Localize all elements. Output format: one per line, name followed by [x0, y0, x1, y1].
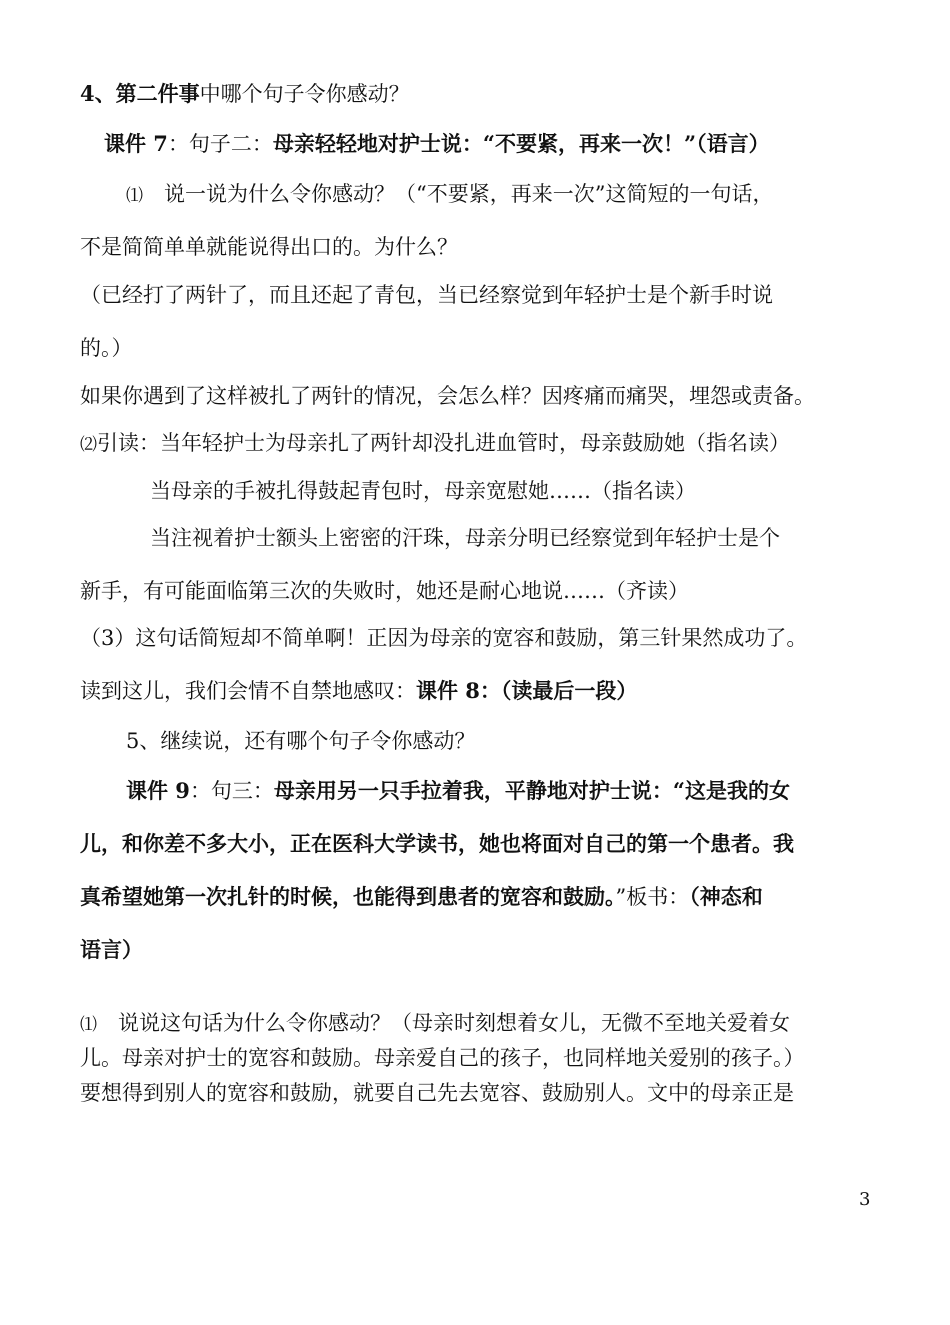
line-courseware-9-c [0, 883, 950, 911]
text-segment: 4、第二件事 [80, 81, 200, 106]
text-segment: （已经打了两针了，而且还起了青包，当已经察觉到年轻护士是个新手时说 [80, 283, 773, 307]
text-segment: 真希望她第一次扎针的时候，也能得到患者的宽容和鼓励。 [80, 884, 616, 909]
text-segment: ⑴ [80, 1015, 97, 1035]
text-segment: 5、继续说，还有哪个句子令你感动？ [126, 729, 476, 753]
text-segment: 母亲用另一只手拉着我，平静地对护士说：“这是我的女 [273, 778, 791, 803]
text-segment: 读到这儿，我们会情不自禁地感叹： [80, 679, 416, 703]
text-segment: 母亲轻轻地对护士说：“不要紧，再来一次！”（语言） [272, 131, 770, 156]
line-read-here [0, 677, 950, 705]
line-if-you [0, 382, 950, 410]
text-segment: 说说这句话为什么令你感动？（母亲时刻想着女儿，无微不至地关爱着女 [97, 1011, 790, 1035]
text-segment: 儿，和你差不多大小，正在医科大学读书，她也将面对自己的第一个患者。我 [80, 831, 794, 856]
text-segment: 的。） [80, 336, 133, 360]
text-segment: 如果你遇到了这样被扎了两针的情况，会怎么样？因疼痛而痛哭，埋怨或责备。 [80, 384, 815, 408]
text-segment: 新手，有可能面临第三次的失败时，她还是耐心地说……（齐读） [80, 579, 689, 603]
text-segment: 不是简简单单就能说得出口的。为什么？ [80, 235, 458, 259]
text-segment: 引读：当年轻护士为母亲扎了两针却没扎进血管时，母亲鼓励她（指名读） [97, 431, 790, 455]
line-courseware-7 [0, 130, 950, 158]
text-segment: 课件 8：（读最后一段） [416, 678, 638, 703]
text-segment: （3）这句话简短却不简单啊！正因为母亲的宽容和鼓励，第三针果然成功了。 [80, 626, 808, 650]
text-segment: ”板书： [615, 885, 690, 909]
line-answer-b [0, 334, 950, 362]
text-segment: ⑴ [126, 186, 143, 206]
text-segment: 儿。母亲对护士的宽容和鼓励。母亲爱自己的孩子，也同样地关爱别的孩子。） [80, 1046, 805, 1070]
line-sub2 [0, 429, 950, 459]
line-courseware-9-d [0, 936, 950, 964]
text-segment: 课件 7 [104, 131, 168, 156]
text-segment: 语言） [80, 937, 143, 962]
line-s1-a [0, 1009, 950, 1039]
line-courseware-9-b [0, 830, 950, 858]
text-segment: 当母亲的手被扎得鼓起青包时，母亲宽慰她……（指名读） [150, 479, 696, 503]
line-q4 [0, 80, 950, 108]
text-segment: 要想得到别人的宽容和鼓励，就要自己先去宽容、鼓励别人。文中的母亲正是 [80, 1081, 794, 1105]
line-courseware-9-a [0, 777, 950, 805]
line-answer-a [0, 281, 950, 309]
text-segment: （神态和 [689, 884, 763, 909]
text-segment: 中哪个句子令你感动？ [199, 82, 410, 106]
line-s1-c [0, 1079, 950, 1107]
text-segment: ⑵ [80, 435, 97, 455]
text-segment: 说一说为什么令你感动？（“不要紧，再来一次”这简短的一句话， [143, 182, 774, 206]
line-s1-b [0, 1044, 950, 1072]
line-sub1-b [0, 233, 950, 261]
text-segment: 当注视着护士额头上密密的汗珠，母亲分明已经察觉到年轻护士是个 [150, 526, 780, 550]
line-sub2-b [0, 477, 950, 505]
text-segment: 课件 9 [126, 778, 190, 803]
line-q5 [0, 727, 950, 755]
text-segment: ：句三： [189, 779, 274, 803]
page-number: 3 [859, 1189, 871, 1210]
line-sub3 [0, 624, 950, 652]
line-sub2-c [0, 524, 950, 552]
text-segment: ：句子二： [167, 132, 273, 156]
line-sub1-a [0, 180, 950, 210]
line-sub2-d [0, 577, 950, 605]
